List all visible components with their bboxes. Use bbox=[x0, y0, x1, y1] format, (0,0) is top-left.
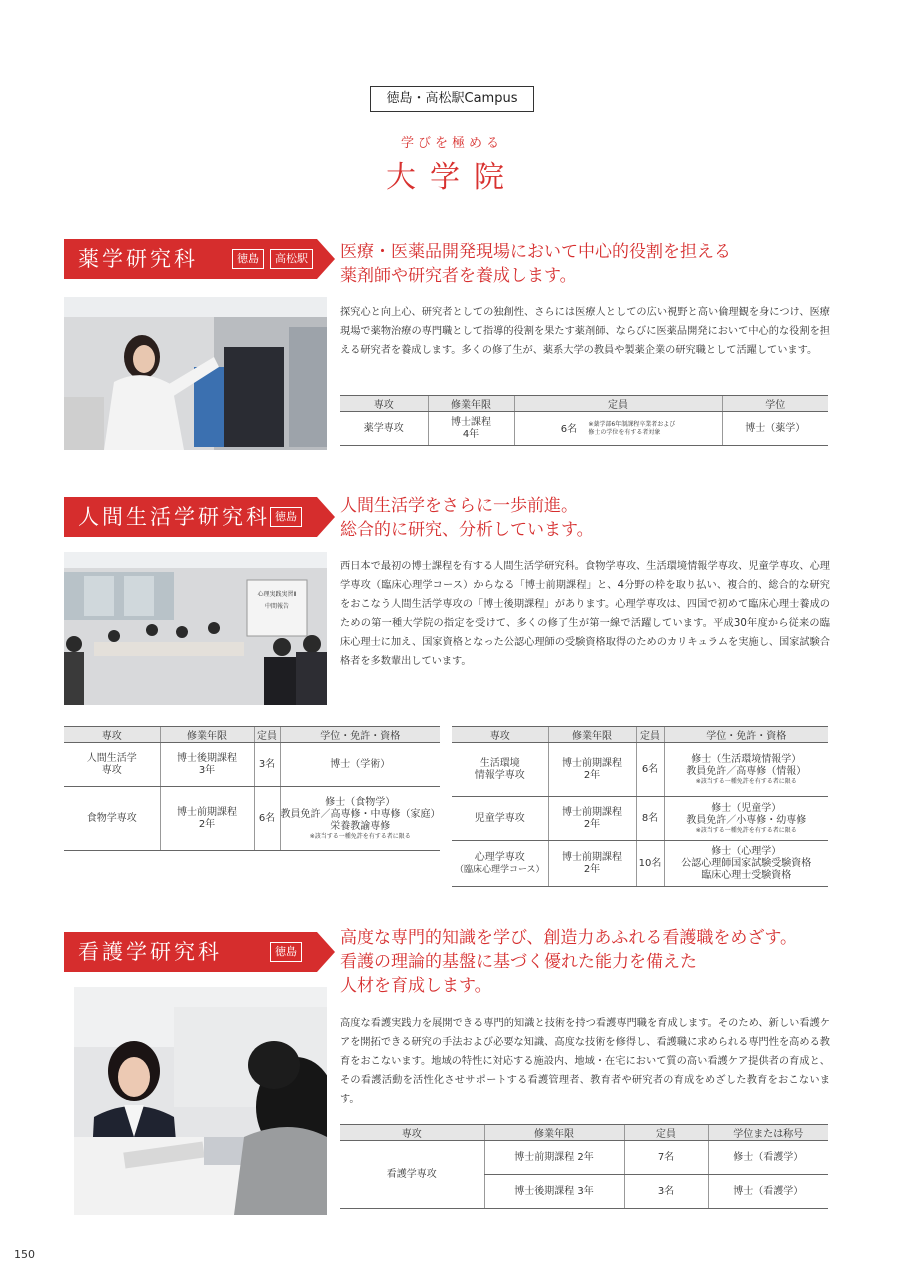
qualification-line: 修士（食物学） bbox=[325, 796, 396, 808]
qualification-line: 栄養教諭専修 bbox=[330, 820, 391, 832]
years-line: 3年 bbox=[198, 764, 216, 776]
major-line: 生活環境 bbox=[479, 757, 520, 769]
qualification-note: ※該当する一種免許を有する者に限る bbox=[309, 832, 411, 840]
note-line: ※薬学部6年制課程卒業者および bbox=[588, 420, 676, 428]
campus-tag: 徳島 bbox=[232, 249, 264, 269]
cell-major bbox=[452, 743, 548, 797]
cell-capacity: 3名 bbox=[624, 1175, 708, 1209]
years-line: 博士課程 bbox=[451, 416, 491, 428]
cell-capacity bbox=[514, 412, 722, 446]
nursing-photo bbox=[74, 987, 327, 1215]
cell-years bbox=[160, 743, 254, 787]
section-title: 薬学研究科 bbox=[78, 247, 198, 271]
table-row bbox=[64, 743, 440, 787]
qualification-line: 臨床心理士受験資格 bbox=[701, 869, 792, 881]
years-line: 2年 bbox=[583, 818, 601, 830]
cell-degree: 博士（看護学） bbox=[708, 1175, 828, 1209]
slide-title: 心理実践実習Ⅱ bbox=[257, 591, 297, 598]
table-header: 定員 bbox=[624, 1125, 708, 1141]
cell-qualification: 博士（学術） bbox=[280, 743, 440, 787]
section-title: 人間生活学研究科 bbox=[78, 505, 270, 529]
years-line: 博士後期課程 bbox=[177, 752, 237, 764]
cell-degree: 博士（薬学） bbox=[722, 412, 828, 446]
cell-years bbox=[428, 412, 514, 446]
section-body: 探究心と向上心、研究者としての独創性、さらには医療人としての広い視野と高い倫理観を身につけ、医療現場で薬物治療の専門職として指導的役割を果たす薬剤師、ならびに医薬品開発において中心的な役割を担える研究者を養成します。多くの修了生が、薬系大学の教員や製薬企業の研究職として活躍しています。 bbox=[340, 307, 830, 356]
major-line: 専攻 bbox=[101, 764, 122, 776]
cell-major bbox=[64, 743, 160, 787]
table-header: 定員 bbox=[514, 396, 722, 412]
cell-major bbox=[452, 841, 548, 887]
section-body: 西日本で最初の博士課程を有する人間生活学研究科。食物学専攻、生活環境情報学専攻、児童学専攻、心理学専攻（臨床心理学コース）からなる「博士前期課程」と、4分野の枠を取り払い、複合的、総合的な研究をおこなう人間生活学専攻の「博士後期課程」があります。心理学専攻は、四国で初めて臨床心理士養成のための第一種大学院の指定を受けて、多くの修了生が第一線で活躍しています。平成30年度から従来の臨床心理士に加え、国家資格となった公認心理師の受験資格取得のためのカリキュラムを実施し、国家試験合格者を多数輩出しています。 bbox=[340, 561, 830, 667]
cell-major: 薬学専攻 bbox=[340, 412, 428, 446]
table-header: 修業年限 bbox=[548, 727, 636, 743]
qualification-note: ※該当する一種免許を有する者に限る bbox=[695, 777, 797, 785]
years-line: 2年 bbox=[198, 818, 216, 830]
years-line: 4年 bbox=[462, 428, 480, 440]
cell-years bbox=[548, 743, 636, 797]
cell-capacity: 10名 bbox=[636, 841, 664, 887]
section-lead bbox=[340, 926, 860, 998]
cell-years bbox=[160, 787, 254, 851]
lead-line: 人材を育成します。 bbox=[340, 976, 492, 996]
lead-line: 看護の理論的基盤に基づく優れた能力を備えた bbox=[340, 952, 697, 972]
section-band-human-life bbox=[64, 497, 317, 537]
qualification-line: 修士（心理学） bbox=[711, 845, 782, 857]
capacity-value: 6名 bbox=[560, 423, 578, 435]
qualification-line: 教員免許／高専修・中専修（家庭） bbox=[280, 808, 441, 820]
human-life-table-right bbox=[452, 726, 828, 887]
pharmacy-table bbox=[340, 395, 828, 446]
major-line: 人間生活学 bbox=[86, 752, 137, 764]
table-row bbox=[452, 743, 828, 797]
page-number: 150 bbox=[14, 1248, 35, 1261]
qualification-line: 修士（生活環境情報学） bbox=[691, 753, 802, 765]
capacity-note bbox=[588, 421, 675, 437]
section-body: 高度な看護実践力を展開できる専門的知識と技術を持つ看護専門職を育成します。そのため、新しい看護ケアを開拓できる研究の手法および必要な知識、高度な技術を修得し、看護職に求められる専門性を高める教育をおこないます。地域の特性に対応する施設内、地域・在宅において質の高い看護ケア提供者の育成と、その看護活動を活性化させサポートする看護管理者、教育者や研究者の育成をめざした教育をおこないます。 bbox=[340, 1018, 830, 1105]
page-title: 大学院 bbox=[386, 160, 518, 195]
table-header: 修業年限 bbox=[428, 396, 514, 412]
cell-major: 看護学専攻 bbox=[340, 1141, 484, 1209]
years-line: 2年 bbox=[583, 769, 601, 781]
section-lead bbox=[340, 494, 860, 542]
note-line: 修士の学位を有する者対象 bbox=[588, 428, 661, 436]
years-line: 2年 bbox=[583, 863, 601, 875]
years-line: 博士前期課程 bbox=[562, 757, 622, 769]
table-header: 学位・免許・資格 bbox=[664, 727, 828, 743]
section-title: 看護学研究科 bbox=[78, 940, 222, 964]
lead-line: 薬剤師や研究者を養成します。 bbox=[340, 266, 577, 286]
slide-subtitle: 中間報告 bbox=[264, 603, 290, 610]
page-subtitle: 学びを極める bbox=[400, 136, 503, 151]
table-header: 学位 bbox=[722, 396, 828, 412]
section-band-pharmacy bbox=[64, 239, 317, 279]
section-lead bbox=[340, 240, 860, 288]
qualification-line: 修士（児童学） bbox=[711, 802, 782, 814]
table-header: 定員 bbox=[636, 727, 664, 743]
cell-years: 博士前期課程 2年 bbox=[484, 1141, 624, 1175]
table-header: 専攻 bbox=[340, 1125, 484, 1141]
cell-major: 児童学専攻 bbox=[452, 797, 548, 841]
cell-capacity: 6名 bbox=[254, 787, 280, 851]
cell-capacity: 8名 bbox=[636, 797, 664, 841]
table-row bbox=[452, 841, 828, 887]
table-header: 修業年限 bbox=[484, 1125, 624, 1141]
cell-capacity: 7名 bbox=[624, 1141, 708, 1175]
years-line: 博士前期課程 bbox=[562, 851, 622, 863]
cell-qualification bbox=[280, 787, 440, 851]
table-header: 専攻 bbox=[452, 727, 548, 743]
cell-qualification bbox=[664, 841, 828, 887]
major-line: （臨床心理学コース） bbox=[454, 864, 545, 875]
table-row bbox=[452, 797, 828, 841]
cell-years: 博士後期課程 3年 bbox=[484, 1175, 624, 1209]
major-line: 心理学専攻 bbox=[474, 851, 525, 863]
cell-qualification bbox=[664, 743, 828, 797]
band-arrow bbox=[317, 932, 335, 972]
campus-tag: 徳島 bbox=[270, 942, 302, 962]
lead-line: 医療・医薬品開発現場において中心的役割を担える bbox=[340, 242, 731, 262]
cell-years bbox=[548, 841, 636, 887]
table-header: 専攻 bbox=[64, 727, 160, 743]
years-line: 博士前期課程 bbox=[562, 806, 622, 818]
cell-qualification bbox=[664, 797, 828, 841]
human-life-photo bbox=[64, 552, 327, 705]
qualification-line: 教員免許／小専修・幼専修 bbox=[686, 814, 807, 826]
lead-line: 人間生活学をさらに一歩前進。 bbox=[340, 496, 578, 516]
nursing-table bbox=[340, 1124, 828, 1209]
table-header: 定員 bbox=[254, 727, 280, 743]
lead-line: 総合的に研究、分析しています。 bbox=[340, 520, 594, 540]
table-header: 学位・免許・資格 bbox=[280, 727, 440, 743]
qualification-line: 教員免許／高専修（情報） bbox=[686, 765, 807, 777]
qualification-line: 公認心理師国家試験受験資格 bbox=[681, 857, 812, 869]
table-header: 専攻 bbox=[340, 396, 428, 412]
cell-capacity: 3名 bbox=[254, 743, 280, 787]
cell-degree: 修士（看護学） bbox=[708, 1141, 828, 1175]
table-row bbox=[64, 787, 440, 851]
cell-major: 食物学専攻 bbox=[64, 787, 160, 851]
cell-years bbox=[548, 797, 636, 841]
major-line: 情報学専攻 bbox=[474, 769, 525, 781]
table-header: 修業年限 bbox=[160, 727, 254, 743]
years-line: 博士前期課程 bbox=[177, 806, 237, 818]
band-arrow bbox=[317, 239, 335, 279]
table-row bbox=[340, 1141, 828, 1175]
section-band-nursing bbox=[64, 932, 317, 972]
pharmacy-photo bbox=[64, 297, 327, 450]
table-row bbox=[340, 412, 828, 446]
campus-label: 徳島・高松駅Campus bbox=[370, 86, 534, 112]
qualification-note: ※該当する一種免許を有する者に限る bbox=[695, 826, 797, 834]
campus-tag: 高松駅 bbox=[270, 249, 313, 269]
lead-line: 高度な専門的知識を学び、創造力あふれる看護職をめざす。 bbox=[340, 928, 797, 948]
cell-capacity: 6名 bbox=[636, 743, 664, 797]
human-life-table-left bbox=[64, 726, 440, 851]
band-arrow bbox=[317, 497, 335, 537]
table-header: 学位または称号 bbox=[708, 1125, 828, 1141]
campus-tag: 徳島 bbox=[270, 507, 302, 527]
